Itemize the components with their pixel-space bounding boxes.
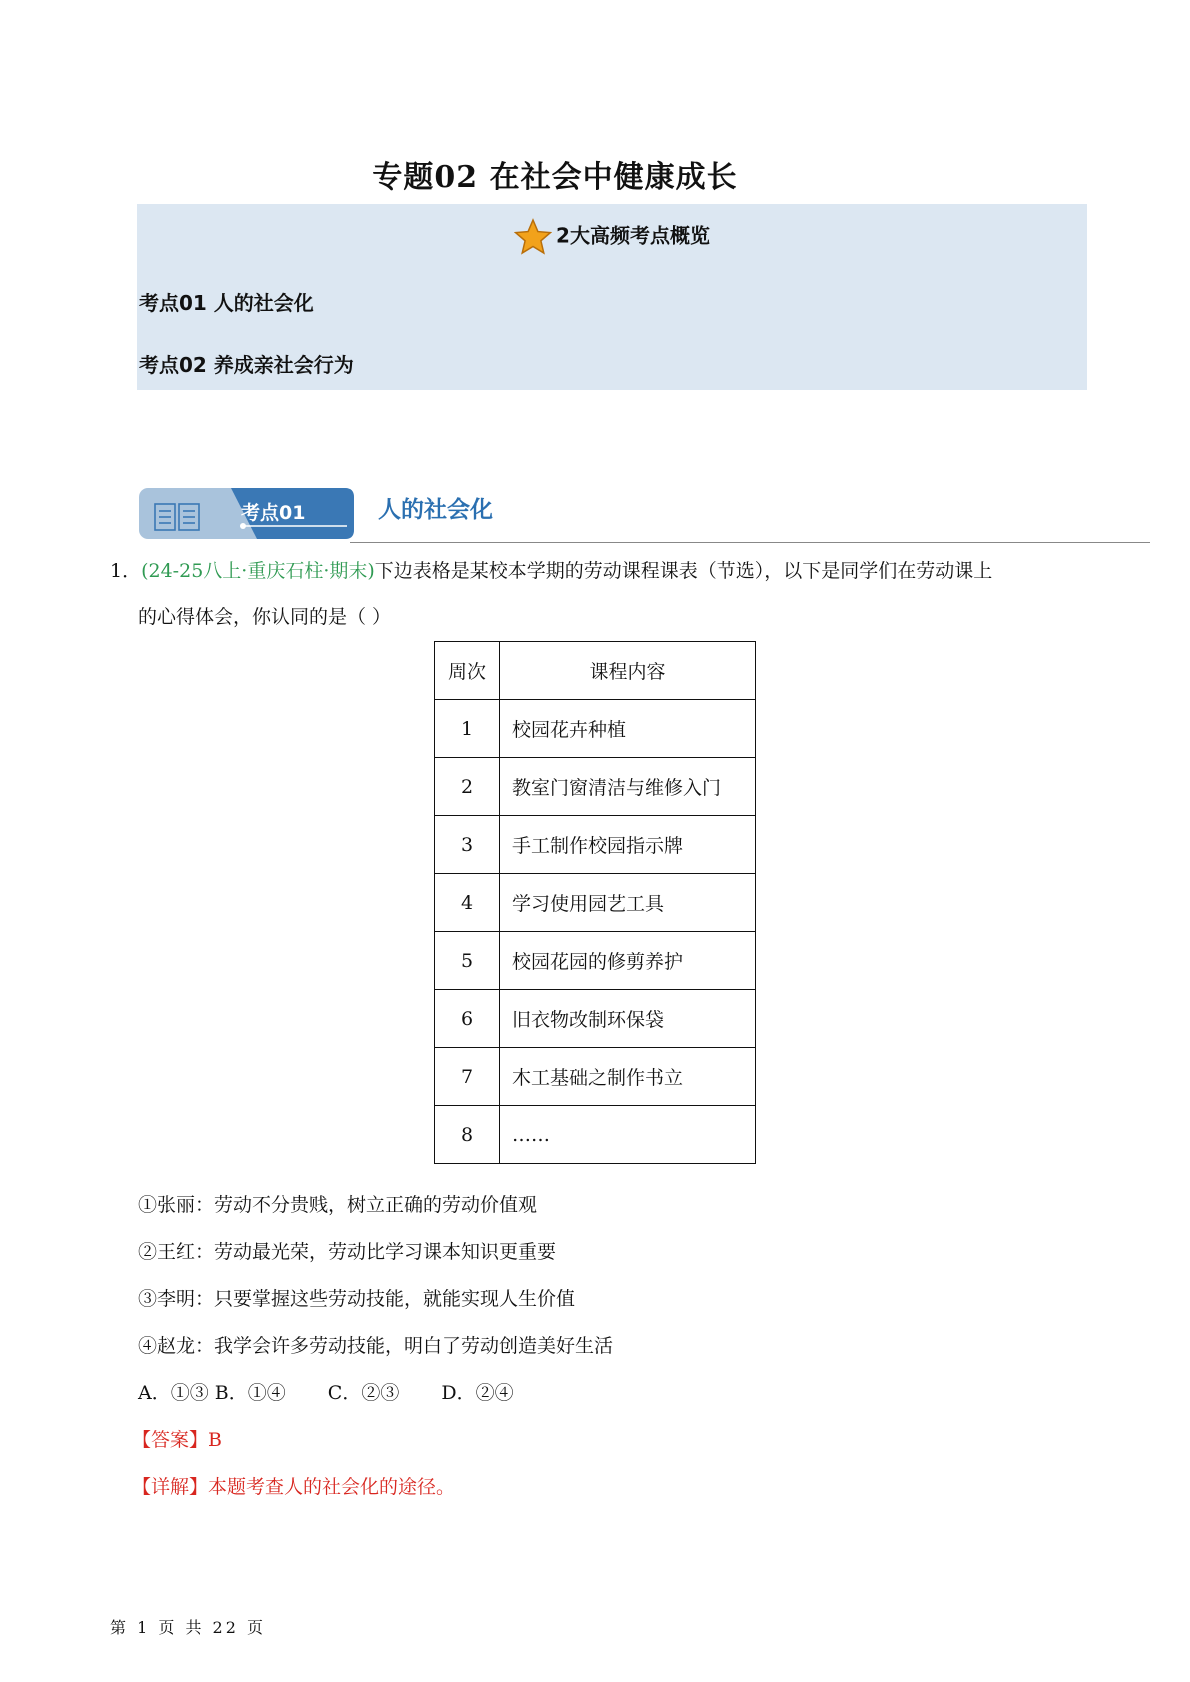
page-title: 专题02 在社会中健康成长 [372,160,738,195]
table-cell-week: 2 [435,758,500,816]
table-cell-content: 旧衣物改制环保袋 [500,990,756,1048]
question-source: (24-25八上·重庆石柱·期末) [141,560,375,582]
table-cell-week: 4 [435,874,500,932]
section-divider [350,542,1150,543]
table-cell-week: 3 [435,816,500,874]
section-title: 人的社会化 [378,497,493,523]
overview-item-1: 考点01 人的社会化 [139,291,314,315]
explanation-text: 本题考查人的社会化的途径。 [208,1476,456,1498]
overview-box [137,204,1087,390]
explanation-label: 【详解】 [132,1476,209,1498]
answer-value: B [208,1429,222,1451]
section-tag: 考点01 [241,502,306,524]
statement-1: ①张丽：劳动不分贵贱，树立正确的劳动价值观 [138,1194,538,1216]
course-table [434,641,756,1164]
table-cell-week: 1 [435,700,500,758]
page-footer: 第 1 页 共 22 页 [110,1618,266,1637]
option-b: B．①④ [214,1382,286,1404]
table-row [435,700,756,758]
table-row [435,932,756,990]
option-a: A．①③ [138,1382,209,1404]
table-cell-week: 6 [435,990,500,1048]
question-stem-text: 下边表格是某校本学期的劳动课程课表（节选），以下是同学们在劳动课上 [374,560,993,582]
table-cell-week: 5 [435,932,500,990]
table-cell-week: 8 [435,1106,500,1164]
answer-label: 【答案】 [132,1429,209,1451]
table-cell-content: 教室门窗清洁与维修入门 [500,758,756,816]
table-header-row [435,642,756,700]
table-row [435,874,756,932]
answer-options [138,1378,514,1405]
explanation-line [132,1472,455,1499]
table-cell-content: 校园花卉种植 [500,700,756,758]
table-row [435,990,756,1048]
question-number: 1． [110,560,142,582]
option-c: C．②③ [327,1382,400,1404]
star-icon [514,218,552,256]
table-row [435,816,756,874]
table-cell-content: …… [500,1106,756,1164]
table-cell-content: 木工基础之制作书立 [500,1048,756,1106]
table-header-content: 课程内容 [500,642,756,700]
table-row [435,1106,756,1164]
statement-4: ④赵龙：我学会许多劳动技能，明白了劳动创造美好生活 [138,1335,614,1357]
question-stem-line2: 的心得体会，你认同的是（ ） [138,606,392,628]
answer-line [132,1425,222,1452]
option-d: D．②④ [441,1382,514,1404]
table-cell-content: 学习使用园艺工具 [500,874,756,932]
overview-heading [137,218,1087,256]
statement-2: ②王红：劳动最光荣，劳动比学习课本知识更重要 [138,1241,557,1263]
question-stem-line1 [110,558,992,584]
table-cell-content: 手工制作校园指示牌 [500,816,756,874]
table-header-week: 周次 [435,642,500,700]
table-row [435,1048,756,1106]
table-row [435,758,756,816]
table-cell-content: 校园花园的修剪养护 [500,932,756,990]
overview-item-2: 考点02 养成亲社会行为 [139,353,354,377]
table-cell-week: 7 [435,1048,500,1106]
statement-3: ③李明：只要掌握这些劳动技能，就能实现人生价值 [138,1288,576,1310]
overview-heading-text: 2大高频考点概览 [556,223,710,248]
